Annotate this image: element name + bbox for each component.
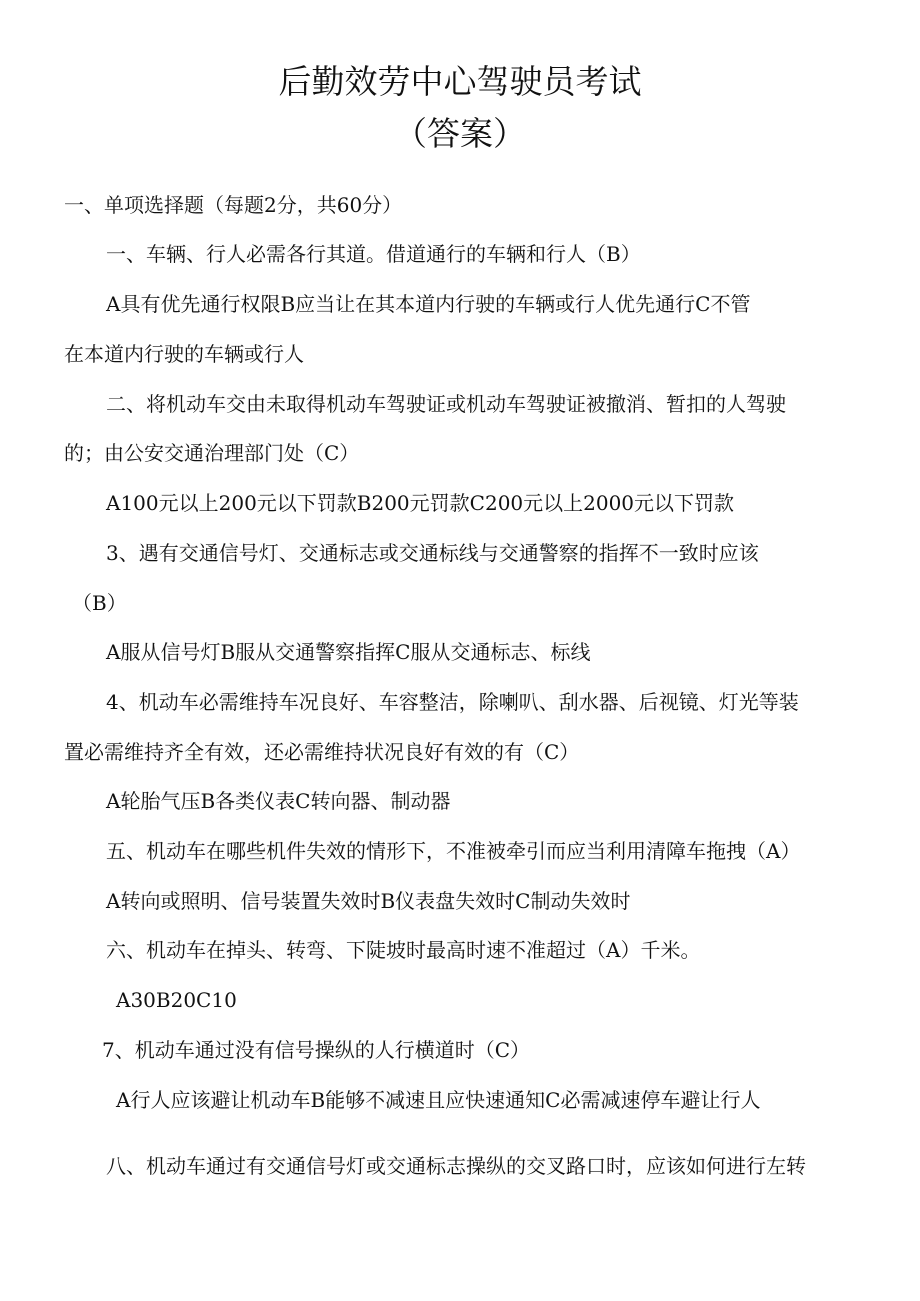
answer-options-1: A具有优先通行权限B应当让在其本道内行驶的车辆或行人优先通行C不管	[106, 292, 751, 316]
answer-options-3: A服从信号灯B服从交通警察指挥C服从交通标志、标线	[106, 640, 591, 664]
question-2-continued: 的；由公安交通治理部门处（C）	[64, 441, 360, 465]
answer-options-6: A30B20C10	[116, 988, 237, 1012]
question-4: 4、机动车必需维持车况良好、车容整洁，除喇叭、刮水器、后视镜、灯光等装	[106, 690, 799, 714]
question-7: 7、机动车通过没有信号操纵的人行横道时（C）	[102, 1038, 531, 1062]
answer-options-4: A轮胎气压B各类仪表C转向器、制动器	[106, 789, 451, 813]
answer-options-7: A行人应该避让机动车B能够不减速且应快速通知C必需减速停车避让行人	[116, 1088, 761, 1112]
question-3: 3、遇有交通信号灯、交通标志或交通标线与交通警察的指挥不一致时应该	[106, 541, 759, 565]
question-1: 一、车辆、行人必需各行其道。借道通行的车辆和行人（B）	[106, 242, 641, 266]
answer-options-5: A转向或照明、信号装置失效时B仪表盘失效时C制动失效时	[106, 889, 631, 913]
answer-options-1-continued: 在本道内行驶的车辆或行人	[64, 342, 304, 366]
section-heading: 一、单项选择题（每题2分，共60分）	[64, 193, 403, 217]
exam-title: 后勤效劳中心驾驶员考试	[278, 62, 642, 101]
question-6: 六、机动车在掉头、转弯、下陡坡时最高时速不准超过（A）千米。	[106, 938, 701, 962]
question-3-answer: （B）	[72, 591, 127, 615]
exam-subtitle: （答案）	[394, 114, 526, 153]
question-5: 五、机动车在哪些机件失效的情形下，不准被牵引而应当利用清障车拖拽（A）	[106, 839, 801, 863]
question-4-continued: 置必需维持齐全有效，还必需维持状况良好有效的有（C）	[64, 740, 580, 764]
answer-options-2: A100元以上200元以下罚款B200元罚款C200元以上2000元以下罚款	[106, 491, 735, 515]
question-8: 八、机动车通过有交通信号灯或交通标志操纵的交叉路口时，应该如何进行左转	[106, 1154, 806, 1178]
question-2: 二、将机动车交由未取得机动车驾驶证或机动车驾驶证被撤消、暂扣的人驾驶	[106, 392, 786, 416]
